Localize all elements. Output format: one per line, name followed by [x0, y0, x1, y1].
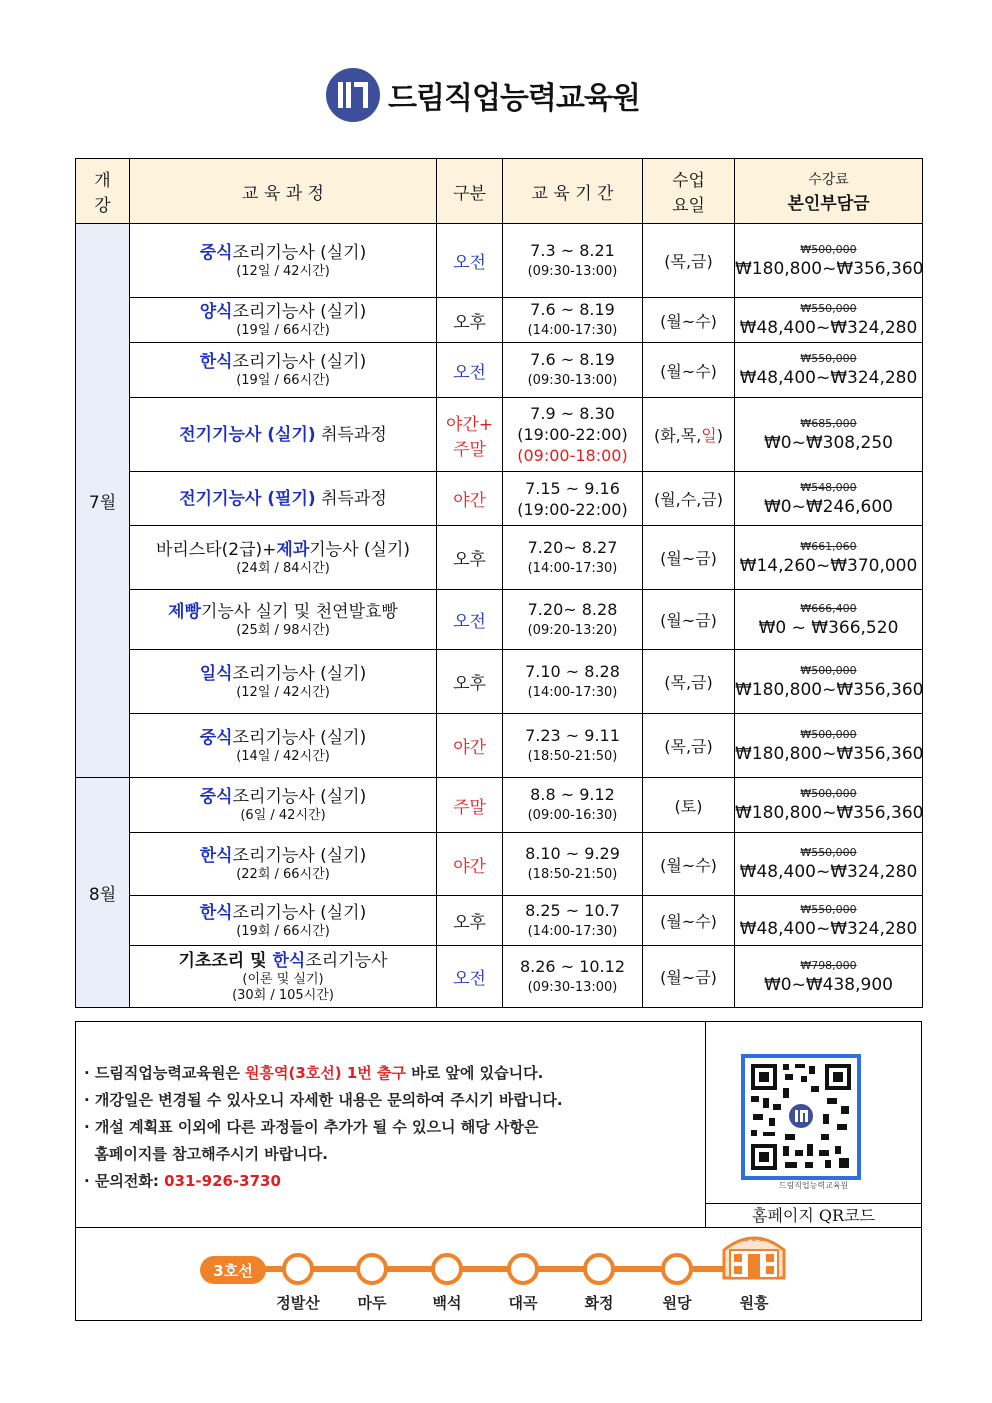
qr-code-icon	[745, 1058, 857, 1176]
class-days-cell: (토)	[643, 778, 735, 833]
station-marker	[358, 1255, 386, 1283]
course-name-cell: 한식조리기능사 (실기) (19일 / 66시간)	[130, 343, 437, 398]
notice-panel	[76, 1022, 706, 1228]
fee-cell	[735, 398, 923, 472]
session-type-cell: 오전	[437, 343, 503, 398]
self-pay-fee: ₩180,800~₩356,360	[735, 803, 924, 823]
header-course: 교 육 과 정	[130, 159, 437, 224]
fee-cell	[735, 472, 923, 526]
self-pay-fee: ₩0 ~ ₩366,520	[758, 617, 899, 638]
course-name-cell: 중식조리기능사 (실기) (12일 / 42시간)	[130, 224, 437, 298]
notice-additional-courses: · 개설 계획표 이외에 다른 과정들이 추가가 될 수 있으니 해당 사항은	[84, 1118, 539, 1136]
class-days-cell: (목,금)	[643, 650, 735, 714]
table-row	[76, 833, 923, 896]
table-row	[76, 343, 923, 398]
institute-logo	[326, 66, 640, 124]
original-fee: ₩666,400	[800, 601, 857, 615]
original-fee: ₩548,000	[800, 480, 857, 494]
class-days-cell: (월~수)	[643, 298, 735, 343]
class-days-cell: (월~수)	[643, 896, 735, 946]
qr-caption: 드림직업능력교육원	[778, 1181, 849, 1190]
header-period: 교 육 기 간	[503, 159, 643, 224]
original-fee: ₩550,000	[800, 846, 857, 859]
period-cell: 7.3 ~ 8.21 (09:30-13:00)	[503, 224, 643, 298]
homepage-qr-code[interactable]	[741, 1054, 861, 1180]
course-name-cell: 전기기능사 (실기) 취득과정	[130, 398, 437, 472]
month-cell: 8월	[76, 778, 130, 1008]
original-fee: ₩500,000	[800, 787, 857, 800]
station-name: 원흥	[739, 1294, 769, 1312]
period-cell: 8.10 ~ 9.29 (18:50-21:50)	[503, 833, 643, 896]
course-name-cell: 한식조리기능사 (실기) (22회 / 66시간)	[130, 833, 437, 896]
station-name: 마두	[357, 1294, 387, 1312]
table-row	[76, 714, 923, 778]
table-row	[76, 896, 923, 946]
fee-cell	[735, 650, 923, 714]
self-pay-fee: ₩14,260~₩370,000	[739, 555, 918, 576]
session-type-cell: 주말	[437, 778, 503, 833]
header-fee: 수강료 본인부담금	[735, 159, 923, 224]
month-cell: 7월	[76, 224, 130, 778]
table-row	[76, 526, 923, 590]
notice-schedule-change: · 개강일은 변경될 수 있사오니 자세한 내용은 문의하여 주시기 바랍니다.	[84, 1091, 563, 1109]
session-type-cell: 오후	[437, 650, 503, 714]
period-cell: 8.8 ~ 9.12 (09:00-16:30)	[503, 778, 643, 833]
notice-homepage: 홈페이지를 참고해주시기 바랍니다.	[84, 1145, 328, 1163]
notice-phone: · 문의전화: 031-926-3730	[84, 1172, 281, 1190]
period-cell: 7.20~ 8.28 (09:20-13:20)	[503, 590, 643, 650]
period-cell: 8.26 ~ 10.12 (09:30-13:00)	[503, 946, 643, 1008]
notice-location: · 드림직업능력교육원은 원흥역(3호선) 1번 출구 바로 앞에 있습니다.	[84, 1064, 544, 1082]
session-type-cell: 야간	[437, 714, 503, 778]
class-days-cell: (월~수)	[643, 343, 735, 398]
course-name-cell: 일식조리기능사 (실기) (12일 / 42시간)	[130, 650, 437, 714]
session-type-cell: 오후	[437, 896, 503, 946]
period-cell: 7.15 ~ 9.16 (19:00-22:00)	[503, 472, 643, 526]
wonheung-station-building-icon	[724, 1235, 784, 1278]
subway-line-map	[76, 1228, 921, 1320]
course-name-cell: 한식조리기능사 (실기) (19회 / 66시간)	[130, 896, 437, 946]
course-name-cell: 양식조리기능사 (실기) (19일 / 66시간)	[130, 298, 437, 343]
period-cell: 7.6 ~ 8.19 (14:00-17:30)	[503, 298, 643, 343]
station-name: 대곡	[508, 1294, 538, 1312]
period-cell: 7.20~ 8.27 (14:00-17:30)	[503, 526, 643, 590]
course-name-cell: 바리스타(2급)+제과기능사 (실기) (24회 / 84시간)	[130, 526, 437, 590]
session-type-cell: 야간	[437, 472, 503, 526]
original-fee: ₩500,000	[800, 242, 857, 256]
original-fee: ₩550,000	[800, 352, 857, 365]
fee-cell	[735, 526, 923, 590]
course-name-cell: 제빵기능사 실기 및 천연발효빵 (25회 / 98시간)	[130, 590, 437, 650]
fee-cell	[735, 778, 923, 833]
self-pay-fee: ₩180,800~₩356,360	[735, 679, 924, 700]
station-name: 정발산	[276, 1294, 320, 1312]
self-pay-fee: ₩0~₩246,600	[764, 496, 893, 517]
fee-cell	[735, 343, 923, 398]
original-fee: ₩798,000	[800, 958, 857, 972]
fee-cell	[735, 833, 923, 896]
original-fee: ₩500,000	[800, 727, 857, 741]
institute-name: 드림직업능력교육원	[388, 81, 640, 116]
original-fee: ₩685,000	[800, 416, 857, 430]
station-name: 원당	[662, 1294, 692, 1312]
class-days-cell: (목,금)	[643, 714, 735, 778]
info-box	[75, 1021, 922, 1321]
self-pay-fee: ₩180,800~₩356,360	[735, 258, 924, 279]
station-marker	[663, 1255, 691, 1283]
table-row	[76, 472, 923, 526]
header-month: 개 강	[76, 159, 130, 224]
table-row	[76, 298, 923, 343]
table-row	[76, 946, 923, 1008]
svg-text:★★★: ★★★	[743, 1235, 765, 1244]
original-fee: ₩661,060	[800, 539, 857, 553]
self-pay-fee: ₩0~₩438,900	[764, 974, 893, 995]
period-cell: 8.25 ~ 10.7 (14:00-17:30)	[503, 896, 643, 946]
session-type-cell: 오후	[437, 526, 503, 590]
session-type-cell: 오후	[437, 298, 503, 343]
course-schedule-table	[75, 158, 923, 1008]
period-cell: 7.9 ~ 8.30 (19:00-22:00) (09:00-18:00)	[503, 398, 643, 472]
self-pay-fee: ₩48,400~₩324,280	[739, 318, 918, 338]
self-pay-fee: ₩0~₩308,250	[764, 432, 893, 453]
table-header-row	[76, 159, 923, 224]
fee-cell	[735, 298, 923, 343]
fee-cell	[735, 224, 923, 298]
session-type-cell: 오전	[437, 224, 503, 298]
self-pay-fee: ₩48,400~₩324,280	[739, 918, 918, 939]
table-row	[76, 778, 923, 833]
class-days-cell: (목,금)	[643, 224, 735, 298]
header-days: 수업 요일	[643, 159, 735, 224]
original-fee: ₩500,000	[800, 663, 857, 677]
station-marker	[433, 1255, 461, 1283]
class-days-cell: (화,목,일)	[643, 398, 735, 472]
fee-cell	[735, 714, 923, 778]
course-name-cell: 기초조리 및 한식조리기능사 (이론 및 실기) (30회 / 105시간)	[130, 946, 437, 1008]
station-name: 백석	[432, 1294, 462, 1312]
class-days-cell: (월,수,금)	[643, 472, 735, 526]
period-cell: 7.10 ~ 8.28 (14:00-17:30)	[503, 650, 643, 714]
self-pay-fee: ₩48,400~₩324,280	[739, 862, 918, 882]
course-name-cell: 전기기능사 (필기) 취득과정	[130, 472, 437, 526]
class-days-cell: (월~금)	[643, 946, 735, 1008]
original-fee: ₩550,000	[800, 302, 857, 315]
fee-cell	[735, 896, 923, 946]
self-pay-fee: ₩180,800~₩356,360	[735, 743, 924, 764]
original-fee: ₩550,000	[800, 902, 857, 916]
header-type: 구분	[437, 159, 503, 224]
table-row	[76, 590, 923, 650]
course-name-cell: 중식조리기능사 (실기) (6일 / 42시간)	[130, 778, 437, 833]
qr-label: 홈페이지 QR코드	[706, 1203, 921, 1228]
station-marker	[284, 1255, 312, 1283]
session-type-cell: 오전	[437, 946, 503, 1008]
session-type-cell: 야간+ 주말	[437, 398, 503, 472]
station-marker	[585, 1255, 613, 1283]
session-type-cell: 오전	[437, 590, 503, 650]
session-type-cell: 야간	[437, 833, 503, 896]
qr-panel	[706, 1022, 921, 1228]
station-name: 화정	[584, 1294, 614, 1312]
institute-logo-icon	[326, 68, 380, 122]
class-days-cell: (월~금)	[643, 526, 735, 590]
period-cell: 7.23 ~ 9.11 (18:50-21:50)	[503, 714, 643, 778]
station-marker	[509, 1255, 537, 1283]
class-days-cell: (월~수)	[643, 833, 735, 896]
class-days-cell: (월~금)	[643, 590, 735, 650]
line-3-label: 3호선	[213, 1262, 253, 1280]
table-row	[76, 650, 923, 714]
self-pay-fee: ₩48,400~₩324,280	[739, 368, 918, 388]
period-cell: 7.6 ~ 8.19 (09:30-13:00)	[503, 343, 643, 398]
table-row	[76, 224, 923, 298]
fee-cell	[735, 946, 923, 1008]
course-name-cell: 중식조리기능사 (실기) (14일 / 42시간)	[130, 714, 437, 778]
fee-cell	[735, 590, 923, 650]
table-row	[76, 398, 923, 472]
